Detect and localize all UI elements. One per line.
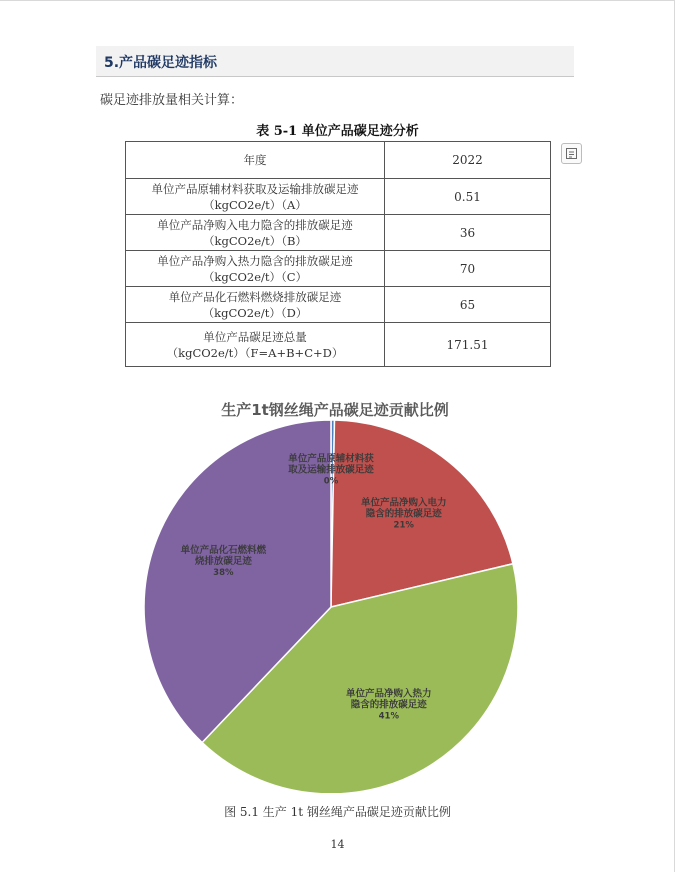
slice-percent-label: 41% <box>378 711 399 722</box>
header-year-label: 年度 <box>126 142 385 179</box>
slice-label: 隐含的排放碳足迹 <box>350 699 427 711</box>
pie-chart <box>125 393 545 793</box>
slice-label: 取及运输排放碳足迹 <box>288 464 374 476</box>
figure-caption: 图 5.1 生产 1t 钢丝绳产品碳足迹贡献比例 <box>224 805 451 819</box>
section-header <box>96 46 574 77</box>
row-value: 0.51 <box>385 179 551 215</box>
carbon-footprint-table <box>125 141 551 367</box>
slice-label: 单位产品净购入热力 <box>346 688 432 700</box>
row-label <box>126 215 385 251</box>
table-row <box>126 323 551 367</box>
table-row <box>126 215 551 251</box>
row-value: 36 <box>385 215 551 251</box>
table-row <box>126 287 551 323</box>
section-title: 5.产品碳足迹指标 <box>104 55 218 71</box>
table-caption: 表 5-1 单位产品碳足迹分析 <box>256 124 419 139</box>
row-label-line2: （kgCO2e/t）（A） <box>203 197 307 212</box>
row-value: 70 <box>385 251 551 287</box>
slice-label: 烧排放碳足迹 <box>194 555 252 567</box>
table-header-row <box>126 142 551 179</box>
row-value: 65 <box>385 287 551 323</box>
intro-text: 碳足迹排放量相关计算： <box>100 93 244 108</box>
header-year-value: 2022 <box>385 142 551 179</box>
row-label <box>126 251 385 287</box>
page-number: 14 <box>330 838 345 851</box>
table-row <box>126 179 551 215</box>
row-label-line1: 单位产品碳足迹总量 <box>203 329 307 344</box>
slice-label: 单位产品化石燃料燃 <box>180 544 267 556</box>
slice-label: 隐含的排放碳足迹 <box>365 508 442 520</box>
page-edge-top <box>0 0 675 1</box>
slice-percent-label: 38% <box>213 567 234 578</box>
row-value: 171.51 <box>385 323 551 367</box>
chart-title: 生产1t钢丝绳产品碳足迹贡献比例 <box>221 401 449 419</box>
row-label-line1: 单位产品净购入热力隐含的排放碳足迹 <box>157 253 353 268</box>
slice-percent-label: 21% <box>393 520 414 531</box>
row-label-line1: 单位产品化石燃料燃烧排放碳足迹 <box>168 289 342 304</box>
row-label-line2: （kgCO2e/t）（C） <box>202 269 308 284</box>
row-label-line2: （kgCO2e/t）（F=A+B+C+D） <box>166 345 344 360</box>
row-label-line2: （kgCO2e/t）（D） <box>202 305 308 320</box>
slice-label: 单位产品净购入电力 <box>360 497 447 509</box>
row-label-line1: 单位产品原辅材料获取及运输排放碳足迹 <box>151 181 359 196</box>
row-label-line1: 单位产品净购入电力隐含的排放碳足迹 <box>157 217 353 232</box>
slice-percent-label: 0% <box>323 476 339 487</box>
row-label-line2: （kgCO2e/t）（B） <box>203 233 307 248</box>
copy-icon-glyph <box>562 144 581 163</box>
slice-label: 单位产品原辅材料获 <box>288 453 374 465</box>
row-label <box>126 287 385 323</box>
row-label <box>126 179 385 215</box>
copy-icon[interactable] <box>561 143 582 164</box>
row-label <box>126 323 385 367</box>
table-row <box>126 251 551 287</box>
